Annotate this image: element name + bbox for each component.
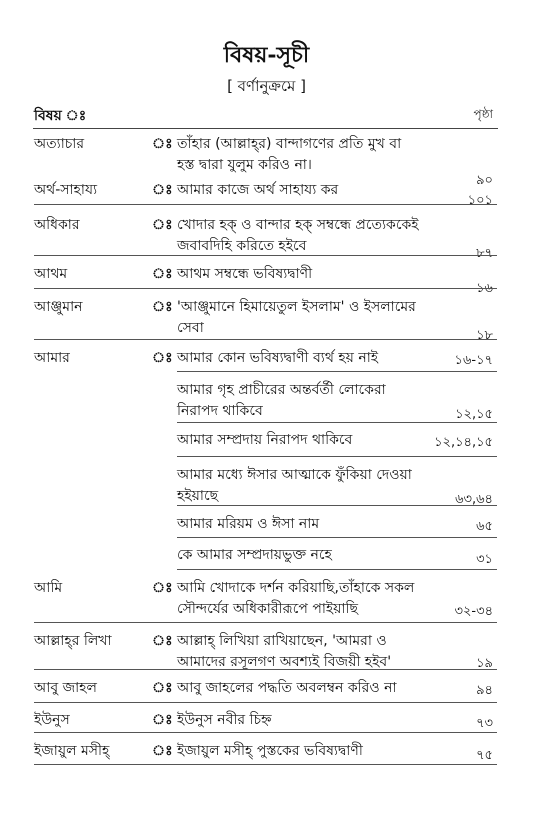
entry-topic: আমি bbox=[34, 580, 63, 596]
entry-description: আমি খোদাকে দর্শন করিয়াছি,তাঁহাকে সকল সৌন্দর্যের অধিকারীরূপে পাইয়াছি bbox=[177, 580, 415, 617]
entry-description: আমার কোন ভবিষ্যদ্বাণী ব্যর্থ হয় নাই bbox=[177, 350, 379, 366]
entry-topic: ইউনুস bbox=[34, 712, 70, 728]
row-divider bbox=[34, 669, 497, 670]
entry-page-number: ৯০ bbox=[476, 173, 493, 188]
row-divider bbox=[34, 255, 497, 256]
entry-description: ইউনুস নবীর চিহ্ন bbox=[177, 712, 272, 728]
entry-description: আবু জাহলের পদ্ধতি অবলম্বন করিও না bbox=[177, 680, 397, 696]
row-divider bbox=[34, 204, 497, 205]
entry-page-number: ১৮ bbox=[476, 328, 493, 343]
entry-description: আল্লাহ্‌ লিখিয়া রাখিয়াছেন, 'আমরা ও আমাদের রসূলগণ অবশ্যই বিজয়ী হইব' bbox=[177, 633, 392, 670]
row-divider bbox=[177, 537, 497, 538]
entry-separator: ঃ bbox=[152, 580, 173, 596]
row-divider bbox=[177, 505, 497, 506]
entry-description: তাঁহার (আল্লাহ্‌র) বান্দাগণের প্রতি মুখ বা হস্ত দ্বারা যুলুম করিও না। bbox=[177, 136, 402, 173]
entry-description: ইজায়ুল মসীহ্‌ পুস্তকের ভবিষ্যদ্বাণী bbox=[177, 743, 363, 759]
entry-page-number: ১৬-১৭ bbox=[454, 353, 493, 368]
entry-topic: অধিকার bbox=[34, 217, 80, 233]
entry-separator: ঃ bbox=[152, 633, 173, 649]
entry-separator: ঃ bbox=[152, 299, 173, 315]
page-title: বিষয়-সূচী bbox=[223, 42, 310, 68]
entry-description: আমার মরিয়ম ও ঈসা নাম bbox=[177, 516, 320, 532]
row-divider bbox=[34, 764, 497, 765]
entry-page-number: ৭৩ bbox=[476, 716, 493, 731]
row-divider bbox=[177, 456, 497, 457]
entry-topic: আঞ্জুমান bbox=[34, 299, 83, 315]
row-divider bbox=[177, 371, 497, 372]
entry-page-number: ১২,১৪,১৫ bbox=[434, 435, 493, 450]
entry-page-number: ৬৫ bbox=[476, 519, 493, 534]
header-rule bbox=[33, 128, 498, 129]
entry-page-number: ১৯ bbox=[476, 656, 493, 671]
row-divider bbox=[34, 622, 497, 623]
entry-topic: আমার bbox=[34, 350, 70, 366]
entry-description: খোদার হক্‌ ও বান্দার হক্‌ সম্বন্ধে প্রত্যেককেই জবাবদিহি করিতে হইবে bbox=[177, 217, 419, 254]
entry-description: আমার মধ্যে ঈসার আত্মাকে ফুঁকিয়া দেওয়া হইয়াছে bbox=[177, 467, 412, 504]
entry-separator: ঃ bbox=[152, 136, 173, 152]
entry-topic: অত্যাচার bbox=[34, 136, 85, 152]
entry-topic: ইজায়ুল মসীহ্‌ bbox=[34, 743, 110, 759]
row-divider bbox=[34, 288, 497, 289]
row-divider bbox=[177, 569, 497, 570]
entry-page-number: ৩১ bbox=[476, 552, 493, 567]
entry-page-number: ১৬ bbox=[476, 281, 493, 296]
entry-separator: ঃ bbox=[152, 680, 173, 696]
entry-separator: ঃ bbox=[152, 182, 173, 198]
entry-page-number: ৩২-৩৪ bbox=[454, 604, 493, 619]
entry-description: আমার সম্প্রদায় নিরাপদ থাকিবে bbox=[177, 432, 353, 448]
entry-topic: অর্থ-সাহায্য bbox=[34, 182, 98, 198]
entry-topic: আবু জাহল bbox=[34, 680, 97, 696]
subject-column-header: বিষয় ঃ bbox=[34, 108, 87, 124]
row-divider bbox=[34, 702, 497, 703]
entry-separator: ঃ bbox=[152, 266, 173, 282]
row-divider bbox=[177, 422, 497, 423]
entry-page-number: ৯৪ bbox=[476, 683, 493, 698]
page-subtitle: [ বর্ণানুক্রমে ] bbox=[227, 77, 306, 95]
entry-separator: ঃ bbox=[152, 350, 173, 366]
row-divider bbox=[34, 732, 497, 733]
entry-description: আমার গৃহ প্রাচীরের অন্তর্বর্তী লোকেরা নিরাপদ থাকিবে bbox=[177, 382, 386, 419]
entry-topic: আথম bbox=[34, 266, 68, 282]
entry-page-number: ৮৭ bbox=[476, 246, 493, 261]
entry-separator: ঃ bbox=[152, 712, 173, 728]
entry-separator: ঃ bbox=[152, 217, 173, 233]
entry-description: আমার কাজে অর্থ সাহায্য কর bbox=[177, 182, 339, 198]
entry-page-number: ৬৩,৬৪ bbox=[455, 492, 493, 507]
entry-separator: ঃ bbox=[152, 743, 173, 759]
entry-page-number: ৭৫ bbox=[476, 748, 493, 763]
entry-description: আথম সম্বন্ধে ভবিষ্যদ্বাণী bbox=[177, 266, 313, 282]
entry-page-number: ১০১ bbox=[467, 193, 493, 208]
row-divider bbox=[34, 339, 497, 340]
entry-topic: আল্লাহ্‌র লিখা bbox=[34, 633, 112, 649]
entry-description: কে আমার সম্প্রদায়ভুক্ত নহে bbox=[177, 547, 332, 563]
page-column-header: পৃষ্ঠা bbox=[473, 107, 493, 121]
entry-page-number: ১২,১৫ bbox=[455, 407, 493, 422]
entry-description: 'আঞ্জুমানে হিমায়েতুল ইসলাম' ও ইসলামের সেবা bbox=[177, 299, 416, 336]
